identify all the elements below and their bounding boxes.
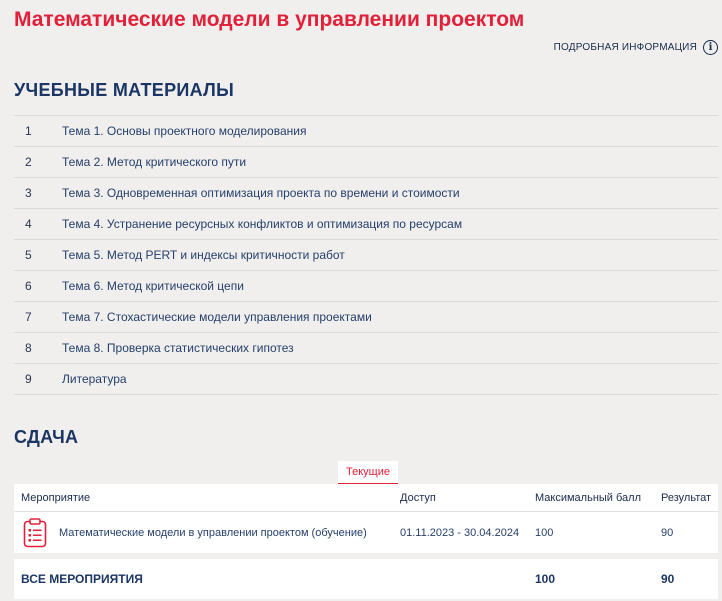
list-item[interactable]	[14, 302, 718, 333]
clipboard-list-icon	[23, 518, 47, 548]
item-number: 9	[25, 372, 32, 386]
item-number: 7	[25, 310, 32, 324]
topic-link[interactable]: Тема 5. Метод PERT и индексы критичности работ	[62, 248, 345, 262]
materials-section-title: УЧЕБНЫЕ МАТЕРИАЛЫ	[14, 80, 235, 100]
event-max-score: 100	[535, 526, 554, 539]
list-item[interactable]	[14, 116, 718, 147]
submission-section-title: СДАЧА	[14, 427, 79, 447]
events-table	[14, 484, 718, 599]
more-info-label: ПОДРОБНАЯ ИНФОРМАЦИЯ	[553, 42, 697, 53]
event-access: 01.11.2023 - 30.04.2024	[400, 526, 520, 539]
page-title: Математические модели в управлении проектом	[14, 8, 525, 31]
tab-current[interactable]: Текущие	[338, 461, 398, 485]
info-circle-icon: i	[703, 40, 718, 55]
column-header-access: Доступ	[400, 491, 436, 504]
item-number: 3	[25, 186, 32, 200]
event-result: 90	[661, 526, 674, 539]
column-header-result: Результат	[661, 491, 712, 504]
topic-link[interactable]: Тема 2. Метод критического пути	[62, 155, 247, 169]
list-item[interactable]	[14, 147, 718, 178]
item-number: 6	[25, 279, 32, 293]
list-item[interactable]	[14, 240, 718, 271]
topic-link[interactable]: Тема 6. Метод критической цепи	[62, 279, 244, 293]
list-item[interactable]	[14, 364, 718, 395]
event-link[interactable]: Математические модели в управлении проектом (обучение)	[59, 526, 367, 539]
item-number: 1	[25, 124, 32, 138]
total-label: ВСЕ МЕРОПРИЯТИЯ	[21, 572, 143, 586]
item-number: 8	[25, 341, 32, 355]
list-item[interactable]	[14, 271, 718, 302]
list-item[interactable]	[14, 178, 718, 209]
total-result: 90	[661, 572, 675, 586]
column-header-event: Мероприятие	[21, 491, 91, 504]
topic-link[interactable]: Тема 7. Стохастические модели управления проектами	[62, 310, 372, 324]
item-number: 4	[25, 217, 32, 231]
topic-link[interactable]: Тема 8. Проверка статистических гипотез	[62, 341, 294, 355]
topic-link[interactable]: Тема 3. Одновременная оптимизация проекта по времени и стоимости	[62, 186, 460, 200]
topic-link[interactable]: Тема 4. Устранение ресурсных конфликтов и оптимизация по ресурсам	[62, 217, 463, 231]
item-number: 5	[25, 248, 32, 262]
materials-list	[14, 115, 718, 395]
column-header-max-score: Максимальный балл	[535, 491, 641, 504]
item-number: 2	[25, 155, 32, 169]
total-row	[14, 559, 718, 599]
list-item[interactable]	[14, 333, 718, 364]
total-max-score: 100	[535, 572, 556, 586]
topic-link[interactable]: Литература	[62, 372, 127, 386]
table-row[interactable]	[14, 512, 718, 559]
topic-link[interactable]: Тема 1. Основы проектного моделирования	[62, 124, 307, 138]
table-header	[14, 484, 718, 512]
list-item[interactable]	[14, 209, 718, 240]
more-info-link[interactable]	[554, 40, 718, 55]
